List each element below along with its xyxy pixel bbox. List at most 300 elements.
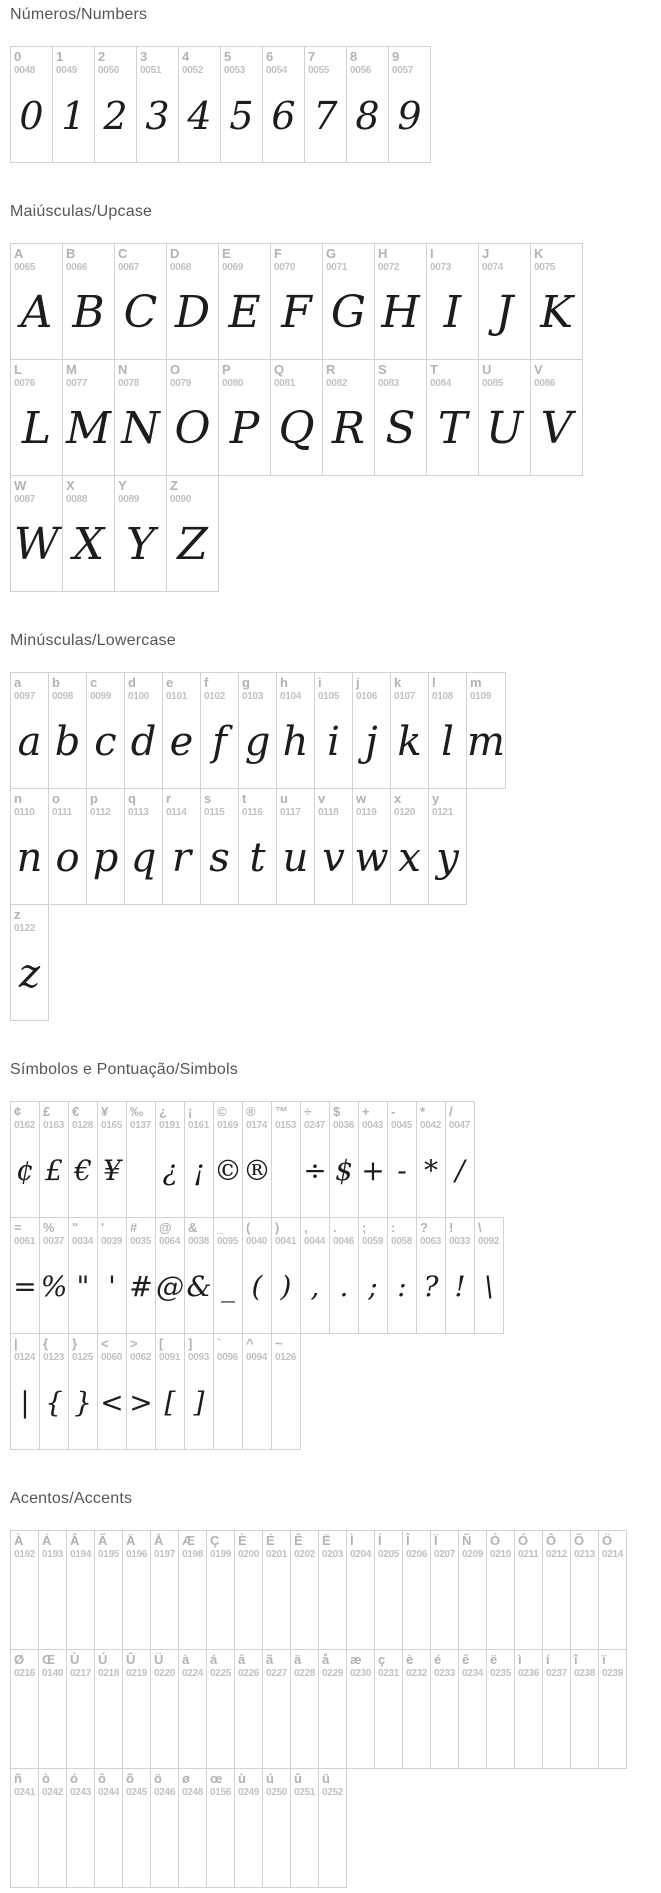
cell-header [235,1531,262,1560]
glyph-preview: e [169,719,194,766]
glyph-cell [218,359,271,476]
glyph-preview: V [540,403,573,455]
glyph-cell [238,672,277,789]
glyph-cell [114,359,167,476]
glyph-cell [346,1649,375,1769]
section-numbers [10,6,661,163]
cell-header [239,673,276,702]
glyph-preview [235,1679,262,1768]
cell-char-label: Ç [210,1533,220,1548]
cell-header [69,1102,97,1131]
glyph-cell [10,359,63,476]
cell-char-label: [ [159,1336,164,1351]
cell-header [272,1102,300,1131]
glyph-cell [126,1217,156,1334]
cell-unicode: 0062 [130,1351,152,1363]
cell-header [123,1531,150,1560]
cell-header [221,47,262,76]
cell-header [11,47,52,76]
cell-unicode: 0044 [304,1235,326,1247]
glyph-preview: ) [280,1270,292,1304]
cell-header [391,673,428,702]
cell-unicode: 0201 [266,1548,288,1560]
glyph-cell [38,1530,67,1650]
cell-char-label: ® [246,1104,256,1119]
cell-char-label: @ [159,1220,172,1235]
cell-char-label: , [304,1220,308,1235]
glyph-preview [207,1560,234,1649]
glyph-cell [234,1530,263,1650]
glyph-cell [124,788,163,905]
glyph-cell [10,243,63,360]
glyph-preview: U [485,403,524,455]
cell-char-label: Ø [14,1652,25,1667]
glyph-cell [374,243,427,360]
cell-char-label: ' [101,1220,105,1235]
glyph-preview: < [100,1386,124,1420]
glyph-preview: = [13,1270,37,1304]
cell-header [243,1102,271,1131]
cell-char-label: e [166,675,174,690]
cell-unicode: 0235 [490,1667,512,1679]
glyph-row [10,1101,661,1218]
glyph-cell [276,672,315,789]
cell-unicode: 0153 [275,1119,297,1131]
cell-char-label: E [222,246,231,261]
glyph-preview [347,1679,374,1768]
glyph-cell [271,1217,301,1334]
cell-header [179,1531,206,1560]
cell-header [431,1531,458,1560]
cell-header [277,673,314,702]
glyph-preview: z [18,951,41,998]
cell-header [123,1769,150,1798]
glyph-cell [390,672,429,789]
cell-header [49,789,86,818]
glyph-cell [598,1649,627,1769]
cell-unicode: 0085 [482,377,504,389]
glyph-preview [543,1560,570,1649]
glyph-cell [39,1333,69,1450]
cell-header [388,1102,416,1131]
glyph-preview [214,1363,242,1449]
glyph-cell [428,672,467,789]
cell-unicode: 0061 [14,1235,36,1247]
cell-char-label: 1 [56,49,64,64]
cell-unicode: 0198 [182,1548,204,1560]
cell-char-label: ã [266,1652,274,1667]
cell-unicode: 0078 [118,377,140,389]
cell-header [375,1531,402,1560]
glyph-preview: L [21,403,52,455]
cell-header [63,360,114,389]
cell-unicode: 0039 [101,1235,123,1247]
glyph-preview [515,1560,542,1649]
glyph-cell [38,1649,67,1769]
glyph-cell [322,359,375,476]
glyph-preview: @ [156,1270,184,1304]
cell-unicode: 0209 [462,1548,484,1560]
glyph-preview: 7 [313,94,338,139]
glyph-preview [151,1679,178,1768]
cell-header [214,1334,242,1363]
cell-unicode: 0057 [392,64,414,76]
glyph-preview: c [94,719,117,766]
cell-header [479,244,530,273]
cell-char-label: å [322,1652,330,1667]
cell-header [207,1650,234,1679]
glyph-cell [430,1530,459,1650]
cell-header [403,1650,430,1679]
cell-char-label: û [294,1771,302,1786]
cell-char-label: Õ [574,1533,585,1548]
glyph-cell [184,1217,214,1334]
glyph-cell [200,672,239,789]
glyph-cell [178,1649,207,1769]
glyph-row [10,1530,661,1650]
cell-header [271,244,322,273]
cell-char-label: ø [182,1771,190,1786]
glyph-preview: © [214,1154,242,1188]
cell-header [272,1334,300,1363]
glyph-cell [322,243,375,360]
cell-char-label: ä [294,1652,302,1667]
cell-unicode: 0126 [275,1351,297,1363]
glyph-preview [347,1560,374,1649]
glyph-preview [487,1679,514,1768]
glyph-cell [136,46,179,163]
cell-unicode: 0162 [14,1119,36,1131]
cell-unicode: 0096 [217,1351,239,1363]
glyph-cell [178,1530,207,1650]
cell-char-label: * [420,1104,426,1119]
cell-header [201,673,238,702]
cell-unicode: 0103 [242,690,264,702]
cell-header [179,47,220,76]
glyph-preview: ( [251,1270,263,1304]
cell-unicode: 0220 [154,1667,176,1679]
glyph-cell [206,1649,235,1769]
cell-unicode: 0059 [362,1235,384,1247]
cell-char-label: % [43,1220,55,1235]
cell-char-label: f [204,675,209,690]
cell-char-label: Q [274,362,285,377]
cell-char-label: X [66,478,75,493]
glyph-cell [374,359,427,476]
glyph-cell [270,243,323,360]
glyph-preview: . [339,1270,349,1304]
cell-unicode: 0213 [574,1548,596,1560]
cell-header [347,1531,374,1560]
cell-char-label: ù [238,1771,246,1786]
cell-header [263,1531,290,1560]
cell-unicode: 0098 [52,690,74,702]
cell-unicode: 0196 [126,1548,148,1560]
cell-unicode: 0217 [70,1667,92,1679]
cell-char-label: = [14,1220,22,1235]
glyph-cell [290,1530,319,1650]
cell-unicode: 0192 [14,1548,36,1560]
cell-char-label: ‰ [130,1104,143,1119]
cell-header [179,1650,206,1679]
glyph-row [10,904,661,1021]
cell-unicode: 0037 [43,1235,65,1247]
cell-char-label: Ä [126,1533,136,1548]
glyph-cell [318,1530,347,1650]
cell-char-label: ¥ [101,1104,109,1119]
cell-header [49,673,86,702]
cell-header [319,1650,346,1679]
cell-unicode: 0174 [246,1119,268,1131]
cell-char-label: - [391,1104,396,1119]
cell-char-label: Î [406,1533,410,1548]
glyph-preview [571,1560,598,1649]
glyph-cell [374,1530,403,1650]
glyph-preview: # [129,1270,153,1304]
cell-header [167,476,218,505]
glyph-cell [466,672,506,789]
glyph-cell [318,1649,347,1769]
cell-char-label: F [274,246,282,261]
cell-header [375,1650,402,1679]
cell-header [319,1769,346,1798]
cell-header [127,1102,155,1131]
glyph-cell [52,46,95,163]
glyph-preview: K [540,287,573,339]
glyph-preview: ' [108,1270,116,1304]
cell-header [531,244,582,273]
cell-unicode: 0043 [362,1119,384,1131]
cell-unicode: 0054 [266,64,288,76]
cell-unicode: 0238 [574,1667,596,1679]
cell-unicode: 0086 [534,377,556,389]
cell-unicode: 0040 [246,1235,268,1247]
cell-unicode: 0128 [72,1119,94,1131]
glyph-cell [62,359,115,476]
cell-header [39,1769,66,1798]
cell-unicode: 0230 [350,1667,372,1679]
cell-char-label: Ë [322,1533,331,1548]
glyph-preview: j [365,719,378,766]
cell-header [315,673,352,702]
cell-char-label: 2 [98,49,106,64]
cell-header [125,673,162,702]
glyph-cell [416,1217,446,1334]
glyph-preview: 6 [271,94,296,139]
cell-header [163,789,200,818]
cell-char-label: K [534,246,544,261]
cell-header [11,1650,38,1679]
glyph-preview [599,1679,626,1768]
cell-char-label: Ï [434,1533,438,1548]
cell-char-label: î [574,1652,578,1667]
cell-unicode: 0140 [42,1667,64,1679]
cell-char-label: ¢ [14,1104,22,1119]
cell-char-label: " [72,1220,79,1235]
glyph-preview [272,1131,300,1217]
cell-char-label: | [14,1336,18,1351]
cell-header [95,1650,122,1679]
cell-char-label: i [318,675,322,690]
cell-char-label: ì [518,1652,522,1667]
glyph-cell [352,672,391,789]
glyph-cell [387,1217,417,1334]
cell-unicode: 0241 [14,1786,36,1798]
glyph-cell [122,1768,151,1888]
glyph-preview: y [436,835,459,882]
glyph-preview: q [130,835,157,882]
glyph-cell [570,1649,599,1769]
cell-unicode: 0163 [43,1119,65,1131]
cell-char-label: € [72,1104,80,1119]
glyph-preview: h [282,719,309,766]
cell-char-label: à [182,1652,190,1667]
glyph-cell [68,1101,98,1218]
glyph-cell [358,1101,388,1218]
cell-unicode: 0084 [430,377,452,389]
cell-char-label: t [242,791,247,806]
cell-header [207,1769,234,1798]
glyph-cell [262,1530,291,1650]
glyph-cell [122,1649,151,1769]
cell-char-label: W [14,478,27,493]
cell-char-label: ï [602,1652,606,1667]
glyph-cell [97,1101,127,1218]
cell-unicode: 0050 [98,64,120,76]
cell-unicode: 0064 [159,1235,181,1247]
cell-unicode: 0113 [128,806,149,818]
cell-header [323,244,374,273]
cell-header [446,1218,474,1247]
glyph-preview [179,1679,206,1768]
cell-char-label: ™ [275,1104,288,1119]
cell-unicode: 0095 [217,1235,239,1247]
cell-char-label: l [432,675,436,690]
cell-header [487,1650,514,1679]
cell-unicode: 0239 [602,1667,624,1679]
glyph-table-numbers [10,46,661,163]
cell-header [185,1102,213,1131]
cell-char-label: œ [210,1771,223,1786]
cell-char-label: æ [350,1652,362,1667]
cell-char-label: 8 [350,49,358,64]
glyph-cell [97,1333,127,1450]
cell-unicode: 0205 [378,1548,400,1560]
glyph-preview [67,1798,94,1887]
glyph-cell [213,1217,243,1334]
glyph-cell [10,904,49,1021]
cell-char-label: R [326,362,336,377]
cell-unicode: 0066 [66,261,88,273]
cell-header [359,1102,387,1131]
glyph-preview [319,1798,346,1887]
cell-header [330,1102,358,1131]
cell-char-label: U [482,362,492,377]
cell-char-label: s [204,791,212,806]
cell-char-label: 7 [308,49,316,64]
glyph-preview [319,1679,346,1768]
glyph-cell [150,1649,179,1769]
glyph-preview [151,1798,178,1887]
cell-unicode: 0252 [322,1786,344,1798]
glyph-preview: D [174,287,211,339]
glyph-preview: 1 [61,94,86,139]
cell-char-label: ê [462,1652,470,1667]
glyph-preview: R [331,403,366,455]
cell-header [391,789,428,818]
cell-unicode: 0065 [14,261,36,273]
cell-header [11,905,48,934]
glyph-cell [234,1649,263,1769]
cell-unicode: 0250 [266,1786,288,1798]
glyph-preview [67,1679,94,1768]
glyph-preview: : [397,1270,407,1304]
cell-unicode: 0244 [98,1786,120,1798]
glyph-row [10,788,661,905]
glyph-table-accents [10,1530,661,1888]
cell-header [388,1218,416,1247]
cell-unicode: 0101 [166,690,188,702]
glyph-preview [243,1363,271,1449]
cell-header [11,789,48,818]
glyph-row [10,1333,661,1450]
cell-header [427,360,478,389]
cell-unicode: 0052 [182,64,204,76]
glyph-preview: 9 [397,94,422,139]
glyph-preview [123,1679,150,1768]
section-accents [10,1490,661,1888]
cell-unicode: 0194 [70,1548,92,1560]
cell-unicode: 0204 [350,1548,372,1560]
cell-header [263,1769,290,1798]
cell-header [95,1531,122,1560]
cell-unicode: 0165 [101,1119,123,1131]
cell-header [87,673,124,702]
cell-char-label: G [326,246,337,261]
cell-unicode: 0036 [333,1119,355,1131]
cell-unicode: 0199 [210,1548,232,1560]
cell-unicode: 0247 [304,1119,326,1131]
glyph-preview [291,1679,318,1768]
cell-header [98,1102,126,1131]
glyph-cell [94,1530,123,1650]
cell-char-label: Ô [546,1533,557,1548]
cell-char-label: n [14,791,22,806]
glyph-preview: u [282,835,309,882]
glyph-cell [276,788,315,905]
glyph-preview: o [55,835,80,882]
glyph-cell [126,1101,156,1218]
cell-unicode: 0115 [204,806,225,818]
section-title-numbers: Números/Numbers [10,6,148,23]
cell-char-label: ¿ [159,1104,167,1119]
cell-char-label: ú [266,1771,274,1786]
cell-header [156,1334,184,1363]
cell-char-label: Æ [182,1533,195,1548]
glyph-cell [10,672,49,789]
cell-char-label: ` [217,1336,222,1351]
glyph-row [10,243,661,360]
glyph-cell [458,1530,487,1650]
cell-header [543,1650,570,1679]
glyph-preview: Z [177,519,208,571]
glyph-preview: % [40,1270,68,1304]
section-title-symbols: Símbolos e Pontuação/Simbols [10,1061,238,1078]
glyph-cell [178,46,221,163]
cell-char-label: I [430,246,434,261]
glyph-preview [235,1560,262,1649]
glyph-cell [66,1768,95,1888]
